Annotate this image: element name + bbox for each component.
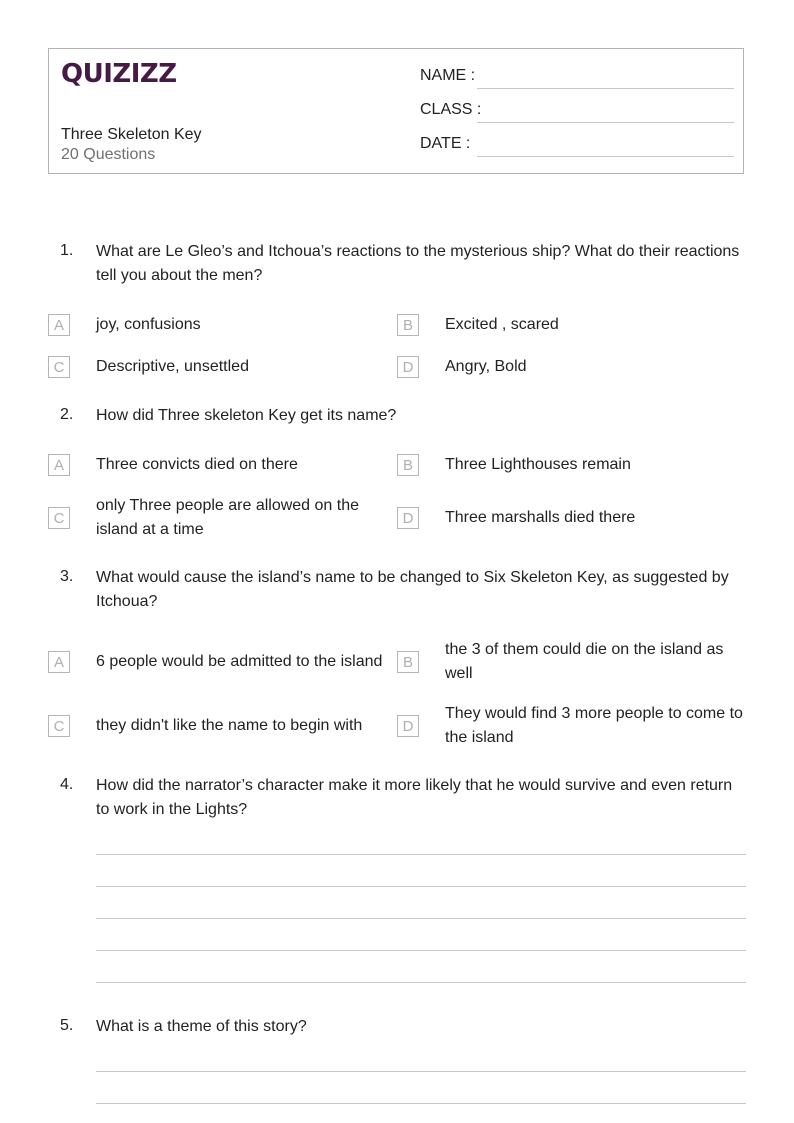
option-text: Three marshalls died there — [445, 509, 636, 526]
option-text: Descriptive, unsettled — [96, 358, 249, 375]
class-line[interactable] — [477, 122, 734, 123]
option-text: Excited , scared — [445, 316, 559, 333]
question-number: 3. — [60, 568, 74, 585]
option-letter-box: B — [397, 651, 419, 673]
worksheet-header — [48, 48, 744, 174]
answer-line[interactable] — [96, 854, 746, 855]
option-letter-box: A — [48, 314, 70, 336]
option-letter-box: B — [397, 454, 419, 476]
question-number: 5. — [60, 1017, 74, 1034]
date-field[interactable] — [420, 135, 734, 159]
name-label: NAME : — [420, 67, 476, 84]
option-d[interactable] — [397, 355, 745, 379]
answer-line[interactable] — [96, 982, 746, 983]
option-letter-box: D — [397, 356, 419, 378]
option-d[interactable] — [397, 702, 745, 750]
option-letter-box: C — [48, 507, 70, 529]
question-text: How did Three skeleton Key get its name? — [96, 407, 397, 424]
option-letter-box: B — [397, 314, 419, 336]
class-field[interactable] — [420, 101, 734, 125]
answer-line[interactable] — [96, 950, 746, 951]
answer-line[interactable] — [96, 918, 746, 919]
question-text: What is a theme of this story? — [96, 1018, 307, 1035]
option-text: 6 people would be admitted to the island — [96, 653, 383, 670]
question-number: 4. — [60, 776, 74, 793]
worksheet-title: Three Skeleton Key — [61, 126, 202, 143]
option-c[interactable] — [48, 494, 396, 542]
option-text: they didn't like the name to begin with — [96, 717, 363, 734]
answer-line[interactable] — [96, 886, 746, 887]
name-line[interactable] — [477, 88, 734, 89]
option-text: joy, confusions — [96, 316, 201, 333]
question-text: What would cause the island’s name to be changed to Six Skeleton Key, as suggested by Itchoua? — [96, 569, 729, 610]
option-letter-box: C — [48, 356, 70, 378]
option-text: They would find 3 more people to come to the island — [445, 705, 743, 746]
question-number: 2. — [60, 406, 74, 423]
quizizz-logo: QUIZIZZ — [61, 59, 177, 89]
option-text: Three convicts died on there — [96, 456, 298, 473]
option-a[interactable] — [48, 453, 396, 477]
option-letter-box: A — [48, 454, 70, 476]
option-a[interactable] — [48, 650, 426, 674]
option-letter-box: D — [397, 715, 419, 737]
question-number: 1. — [60, 242, 74, 259]
answer-line[interactable] — [96, 1071, 746, 1072]
option-letter-box: C — [48, 715, 70, 737]
option-b[interactable] — [397, 638, 745, 686]
option-c[interactable] — [48, 355, 396, 379]
option-letter-box: A — [48, 651, 70, 673]
option-text: only Three people are allowed on the island at a time — [96, 497, 359, 538]
date-line[interactable] — [477, 156, 734, 157]
answer-line[interactable] — [96, 1103, 746, 1104]
question-text: What are Le Gleo’s and Itchoua’s reactions to the mysterious ship? What do their reactions tell you about the men? — [96, 243, 740, 284]
option-a[interactable] — [48, 313, 396, 337]
question-text: How did the narrator’s character make it more likely that he would survive and even return to work in the Lights? — [96, 777, 733, 818]
option-letter-box: D — [397, 507, 419, 529]
question-count: 20 Questions — [61, 146, 156, 163]
option-d[interactable] — [397, 506, 745, 530]
option-b[interactable] — [397, 313, 745, 337]
option-text: Three Lighthouses remain — [445, 456, 631, 473]
class-label: CLASS : — [420, 101, 482, 118]
option-text: the 3 of them could die on the island as well — [445, 641, 724, 682]
option-text: Angry, Bold — [445, 358, 527, 375]
option-c[interactable] — [48, 714, 396, 738]
date-label: DATE : — [420, 135, 471, 152]
name-field[interactable] — [420, 67, 734, 91]
option-b[interactable] — [397, 453, 745, 477]
